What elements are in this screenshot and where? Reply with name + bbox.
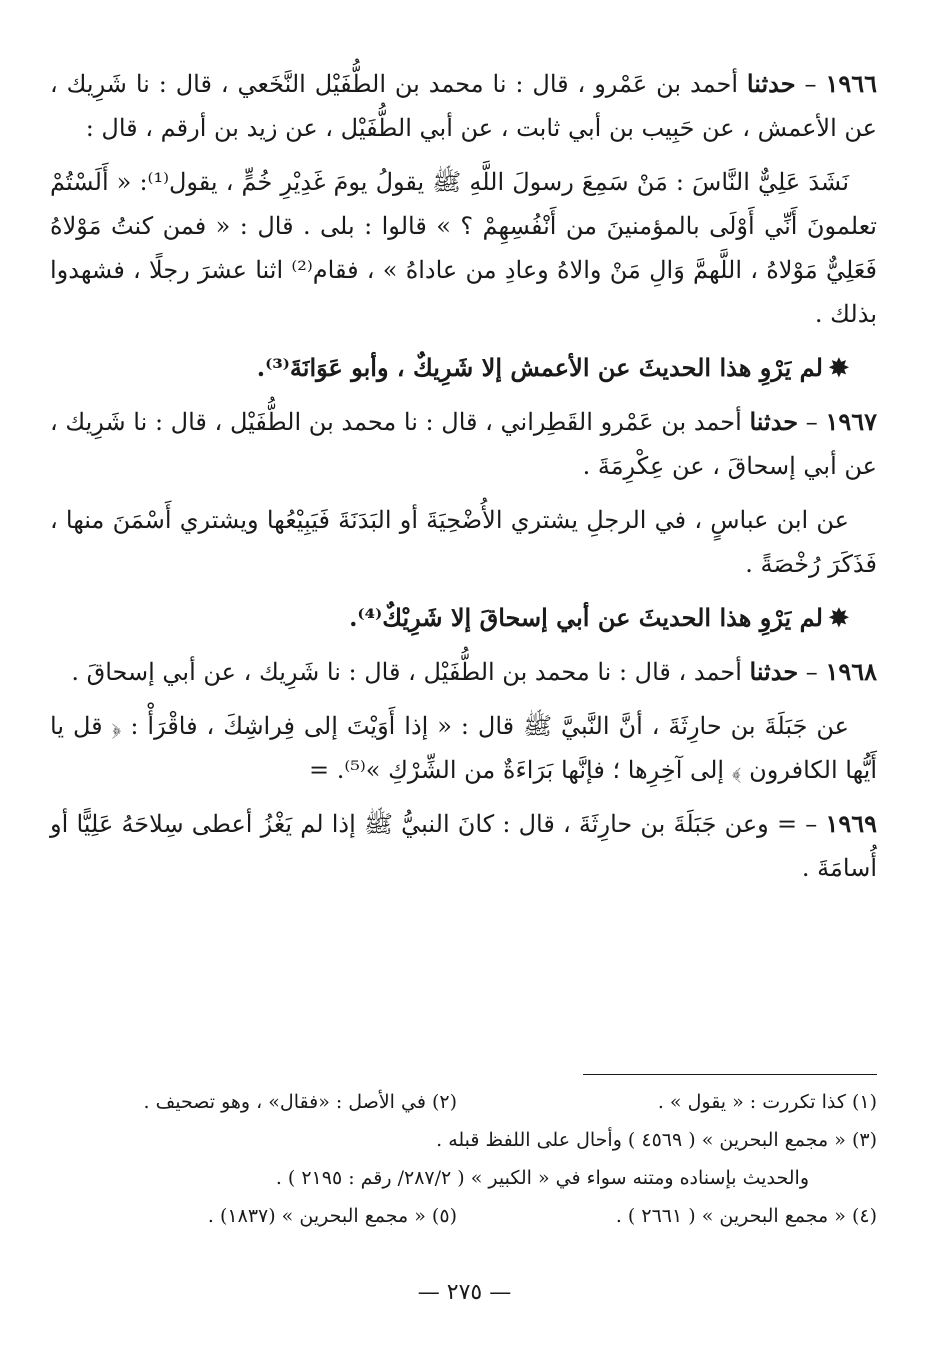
hadith-1969 [50, 802, 877, 890]
main-text [50, 62, 877, 890]
hadith-number: ١٩٦٨ [825, 657, 877, 686]
hadith-1966 [50, 62, 877, 150]
footnote-4: (٤) « مجمع البحرين » ( ٢٦٦١ ) . [615, 1205, 877, 1227]
hadith-lead-word: حدثنا [749, 407, 799, 436]
hadith-dash: – [798, 658, 826, 686]
hadith-lead-word: حدثنا [746, 69, 796, 98]
hadith-1967-matn: عن ابن عباسٍ ، في الرجلِ يشتري الأُضْحِيَةَ أو البَدَنَةَ فَيَبِيْعُها ويشتري أَسْمَنَ منها ، فَذَكَرَ رُخْصَةً . [50, 506, 877, 578]
hadith-number: ١٩٦٩ [825, 809, 878, 838]
footnote-3: (٣) « مجمع البحرين » ( ٤٥٦٩ ) وأحال على اللفظ قبله . [436, 1129, 877, 1151]
hadith-dash: – [795, 70, 826, 98]
footnote-row [50, 1121, 877, 1159]
hadith-1968-matn: عن جَبَلَةَ بن حارِثَةَ ، أنَّ النَّبيَّ ﷺ قال : « إذا أَوَيْتَ إلى فِراشِكَ ، فاقْرَأْ : ﴿ قل يا أَيُّها الكافرون ﴾ إلى آخِرِها ؛ فإنَّها بَرَاءَةٌ من الشِّرْكِ »⁽⁵⁾. = [50, 712, 877, 784]
hadith-text: = وعن جَبَلَةَ بن حارِثَةَ ، قال : كانَ النبيُّ ﷺ إذا لم يَغْزُ أعطى سِلاحَهُ عَلِيًّا أو أُسامَةَ . [50, 810, 877, 882]
star-icon: ✸ [828, 603, 849, 632]
footnote-row [50, 1197, 877, 1235]
footnotes [50, 1083, 877, 1235]
hadith-dash: – [798, 408, 826, 436]
hadith-isnad: أحمد بن عَمْرو القَطِراني ، قال : نا محمد بن الطُّفَيْل ، قال : نا شَرِيك ، عن أبي إسحاقَ ، عن عِكْرِمَةَ . [50, 408, 877, 480]
hadith-number: ١٩٦٦ [825, 69, 877, 98]
narration-note-2 [50, 596, 877, 640]
hadith-lead-word: حدثنا [749, 657, 799, 686]
hadith-number: ١٩٦٧ [825, 407, 877, 436]
hadith-1967 [50, 400, 877, 488]
footnote-divider [583, 1074, 877, 1075]
hadith-isnad: أحمد ، قال : نا محمد بن الطُّفَيْل ، قال : نا شَرِيك ، عن أبي إسحاقَ . [71, 658, 750, 686]
hadith-isnad: أحمد بن عَمْرو ، قال : نا محمد بن الطُّفَيْل النَّخَعي ، قال : نا شَرِيك ، عن الأعمش ، عن حَبِيب بن أبي ثابت ، عن أبي الطُّفَيْل ، عن زيد بن أرقم ، قال : [50, 70, 877, 142]
narration-note-1 [50, 346, 877, 390]
footnote-row [50, 1083, 877, 1121]
note-text: لم يَرْوِ هذا الحديثَ عن الأعمش إلا شَرِيكٌ ، وأبو عَوَانَةَ⁽³⁾. [256, 353, 823, 382]
footnote-1: (١) كذا تكررت : « يقول » . [657, 1091, 877, 1113]
hadith-dash: – [797, 810, 826, 838]
footnote-3-continuation: والحديث بإسناده ومتنه سواء في « الكبير » ( ٢٨٧/٢/ رقم : ٢١٩٥ ) . [275, 1167, 809, 1189]
hadith-1966-matn: نَشَدَ عَلِيٌّ النَّاسَ : مَنْ سَمِعَ رسولَ اللَّهِ ﷺ يقولُ يومَ غَدِيْرِ خُمٍّ ، يقول⁽¹⁾: « أَلَسْتُمْ تعلمونَ أَنِّي أَوْلَى بالمؤمنينَ من أَنْفُسِهِمْ ؟ » قالوا : بلى . قال : « فمن كنتُ مَوْلاهُ فَعَلِيٌّ مَوْلاهُ ، اللَّهمَّ وَالِ مَنْ والاهُ وعادِ من عاداهُ » ، فقام⁽²⁾ اثنا عشرَ رجلًا ، فشهدوا بذلك . [50, 168, 877, 328]
note-text: لم يَرْوِ هذا الحديثَ عن أبي إسحاقَ إلا شَرِيْكٌ⁽⁴⁾. [349, 603, 823, 632]
footnote-5: (٥) « مجمع البحرين » (١٨٣٧) . [207, 1205, 457, 1227]
footnote-2: (٢) في الأصل : «فقال» ، وهو تصحيف . [143, 1091, 457, 1113]
page-number: — ٢٧٥ — [417, 1280, 512, 1305]
hadith-1968 [50, 650, 877, 694]
star-icon: ✸ [828, 353, 849, 382]
